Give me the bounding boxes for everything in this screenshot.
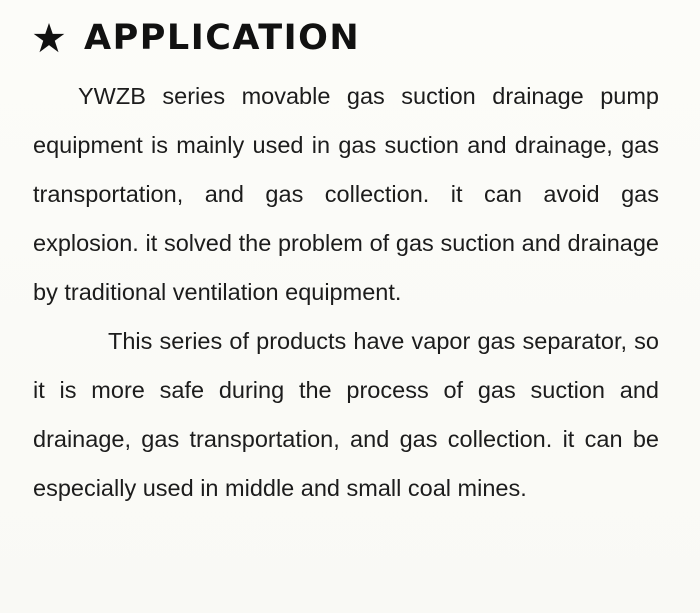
heading-title: APPLICATION bbox=[84, 18, 361, 58]
star-icon bbox=[32, 21, 66, 55]
section-heading bbox=[32, 18, 360, 58]
body-text bbox=[33, 72, 659, 513]
paragraph-1: YWZB series movable gas suction drainage pump equipment is mainly used in gas suction and drainage, gas transportation, and gas collection. it can avoid gas explosion. it solved the problem of gas suction and drainage by traditional ventilation equipment. bbox=[33, 83, 659, 305]
paragraph-2: This series of products have vapor gas separator, so it is more safe during the process of gas suction and drainage, gas transportation, and gas collection. it can be especially used in middle and small coal mines. bbox=[33, 328, 659, 501]
